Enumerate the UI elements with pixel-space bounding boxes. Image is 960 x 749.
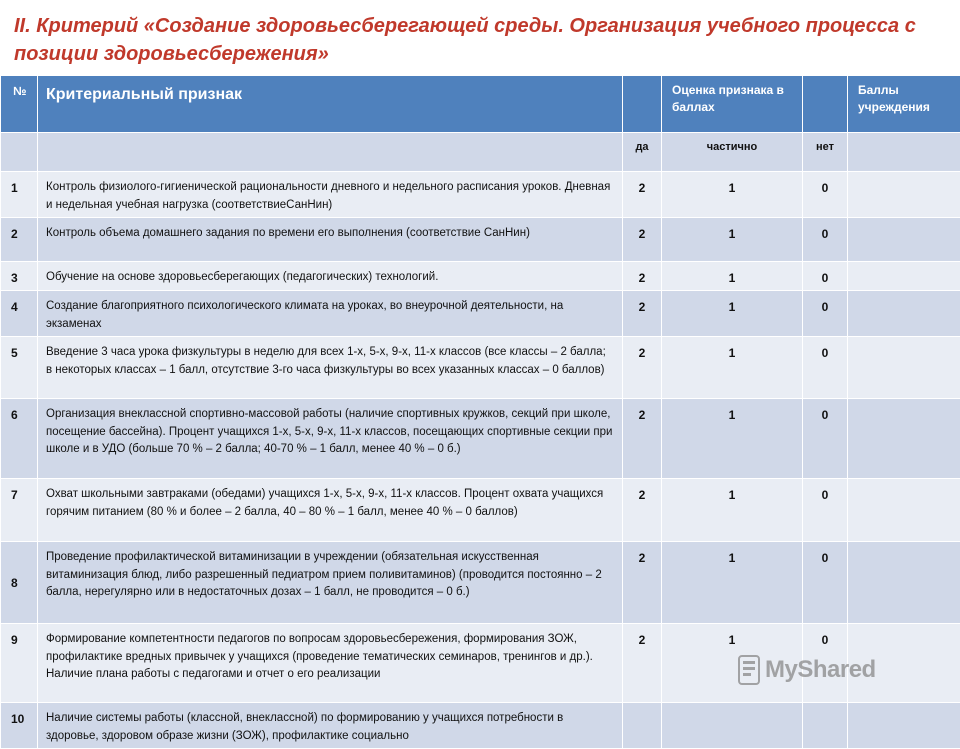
row-institution-score (848, 218, 960, 262)
row-score-no: 0 (803, 542, 848, 624)
row-score-no (803, 703, 848, 749)
header-institution-score: Баллы учреждения (848, 76, 960, 133)
row-institution-score (848, 291, 960, 337)
row-score-yes: 2 (623, 218, 662, 262)
row-score-yes: 2 (623, 172, 662, 218)
row-score-partial: 1 (662, 624, 803, 703)
row-score-no: 0 (803, 291, 848, 337)
row-score-partial: 1 (662, 542, 803, 624)
row-institution-score (848, 172, 960, 218)
row-score-partial: 1 (662, 172, 803, 218)
row-number: 9 (1, 624, 38, 703)
row-score-no: 0 (803, 262, 848, 291)
subheader-empty-cell (848, 133, 960, 172)
row-description: Проведение профилактической витаминизации в учреждении (обязательная искусственная витаминизация блюд, либо разрешенный педиатром прием поливитаминов) (проводится постоянно – 2 балла, нерегулярно или в недостаточных дозах – 1 балл, не проводится – 0 б.) (38, 542, 623, 624)
row-institution-score (848, 479, 960, 542)
row-score-no: 0 (803, 172, 848, 218)
row-score-no: 0 (803, 624, 848, 703)
row-description: Введение 3 часа урока физкультуры в неделю для всех 1-х, 5-х, 9-х, 11-х классов (все классы – 2 балла; в некоторых классах – 1 балл, отсутствие 3-го часа физкультуры во всех указанных классах – 0 баллов) (38, 337, 623, 399)
row-score-partial: 1 (662, 291, 803, 337)
table-subheader-row (1, 133, 960, 172)
table-row (1, 172, 960, 218)
subheader-partial: частично (662, 133, 803, 172)
header-number: № (1, 76, 38, 133)
row-score-partial: 1 (662, 262, 803, 291)
table-row (1, 479, 960, 542)
table-row (1, 218, 960, 262)
row-score-yes: 2 (623, 624, 662, 703)
row-score-yes: 2 (623, 262, 662, 291)
row-description: Охват школьными завтраками (обедами) учащихся 1-х, 5-х, 9-х, 11-х классов. Процент охвата учащихся горячим питанием (80 % и более – 2 балла, 40 – 80 % – 1 балл, менее 40 % – 0 баллов) (38, 479, 623, 542)
row-description: Наличие системы работы (классной, внеклассной) по формированию у учащихся потребности в здоровье, здоровом образе жизни (ЗОЖ), профилактике социально (38, 703, 623, 749)
row-number: 4 (1, 291, 38, 337)
row-number: 10 (1, 703, 38, 749)
row-score-no: 0 (803, 479, 848, 542)
row-number: 6 (1, 399, 38, 479)
row-description: Контроль физиолого-гигиенической рациональности дневного и недельного расписания уроков. Дневная и недельная учебная нагрузка (соответствиеСанНин) (38, 172, 623, 218)
row-number: 5 (1, 337, 38, 399)
row-score-yes: 2 (623, 337, 662, 399)
row-number: 2 (1, 218, 38, 262)
row-score-partial (662, 703, 803, 749)
row-score-partial: 1 (662, 218, 803, 262)
myshared-watermark (738, 655, 876, 685)
row-institution-score (848, 262, 960, 291)
row-number: 3 (1, 262, 38, 291)
table-row (1, 291, 960, 337)
criteria-table (0, 75, 960, 749)
row-number: 1 (1, 172, 38, 218)
row-score-partial: 1 (662, 399, 803, 479)
row-institution-score (848, 399, 960, 479)
header-empty-cell (803, 76, 848, 133)
table-row (1, 337, 960, 399)
subheader-empty-cell (1, 133, 38, 172)
row-score-yes: 2 (623, 479, 662, 542)
row-number: 8 (1, 542, 38, 624)
row-score-no: 0 (803, 218, 848, 262)
row-score-no: 0 (803, 337, 848, 399)
row-description: Формирование компетентности педагогов по вопросам здоровьесбережения, формирования ЗОЖ, профилактике вредных привычек у учащихся (проведение тематических семинаров, тренингов и др.). Наличие плана работы с педагогами и отчет о его реализации (38, 624, 623, 703)
table-row (1, 262, 960, 291)
header-feature: Критериальный признак (38, 76, 623, 133)
table-row (1, 399, 960, 479)
header-score: Оценка признака в баллах (662, 76, 803, 133)
subheader-no: нет (803, 133, 848, 172)
row-score-partial: 1 (662, 337, 803, 399)
table-header-row (1, 76, 960, 133)
row-number: 7 (1, 479, 38, 542)
row-score-yes: 2 (623, 399, 662, 479)
row-score-yes (623, 703, 662, 749)
row-institution-score (848, 703, 960, 749)
row-score-partial: 1 (662, 479, 803, 542)
row-description: Контроль объема домашнего задания по времени его выполнения (соответствие СанНин) (38, 218, 623, 262)
table-row (1, 542, 960, 624)
row-score-yes: 2 (623, 542, 662, 624)
slide-title: II. Критерий «Создание здоровьесберегающей среды. Организация учебного процесса с позиции здоровьесбережения» (14, 12, 954, 68)
row-description: Обучение на основе здоровьесберегающих (педагогических) технологий. (38, 262, 623, 291)
myshared-logo-icon (738, 655, 760, 685)
table-row (1, 703, 960, 749)
subheader-yes: да (623, 133, 662, 172)
row-institution-score (848, 337, 960, 399)
row-score-no: 0 (803, 399, 848, 479)
subheader-empty-cell (38, 133, 623, 172)
row-description: Создание благоприятного психологического климата на уроках, во внеурочной деятельности, на экзаменах (38, 291, 623, 337)
row-score-yes: 2 (623, 291, 662, 337)
header-empty-cell (623, 76, 662, 133)
row-description: Организация внеклассной спортивно-массовой работы (наличие спортивных кружков, секций при школе, посещение бассейна). Процент учащихся 1-х, 5-х, 9-х, 11-х классов, посещающих спортивные секции при школе и в УДО (больше 70 % – 2 балла; 40-70 % – 1 балл, менее 40 % – 0 б.) (38, 399, 623, 479)
row-institution-score (848, 542, 960, 624)
watermark-text: MyShared (765, 656, 876, 684)
